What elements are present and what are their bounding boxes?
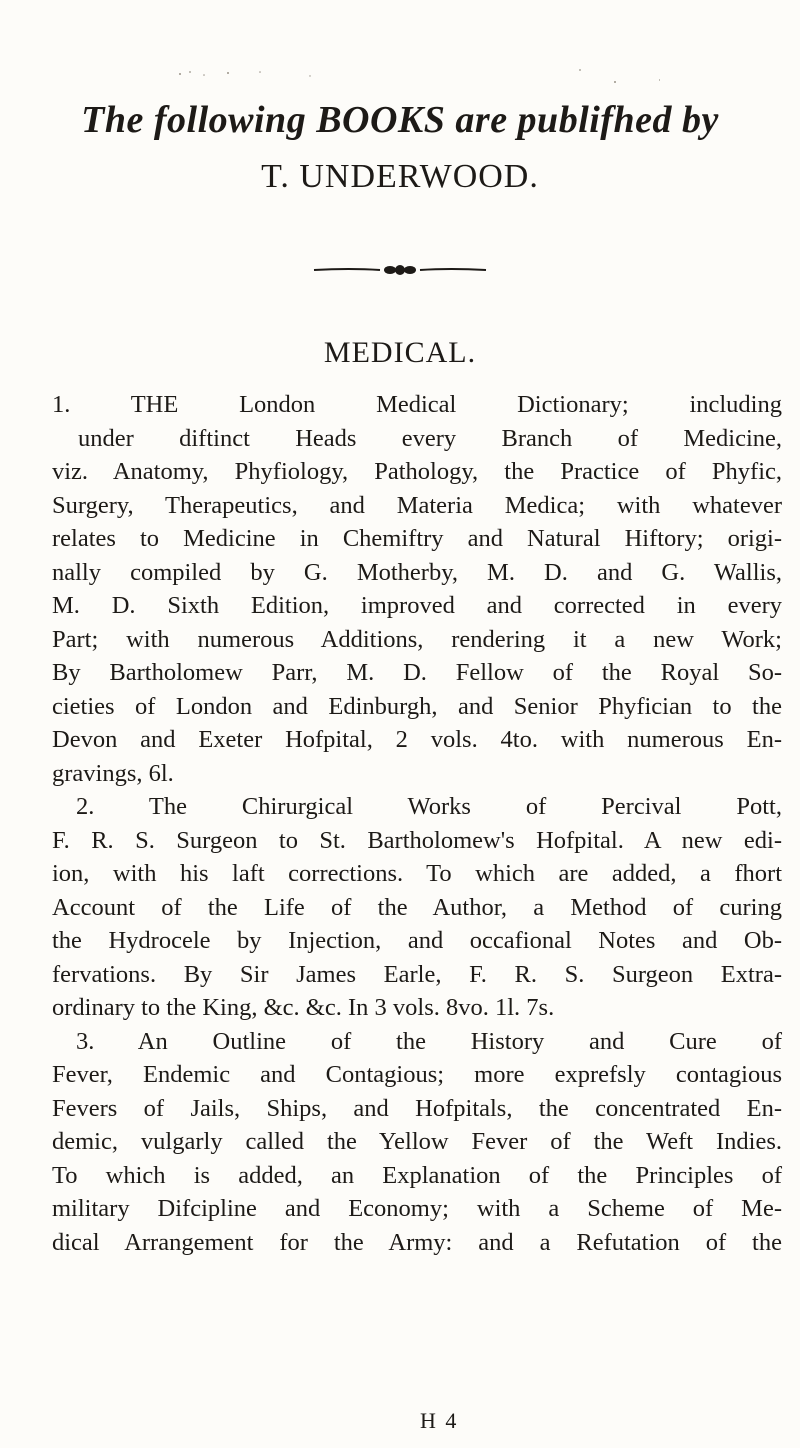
- entry-line: To which is added, an Explanation of the Principles of: [52, 1161, 782, 1189]
- entry-line: Fevers of Jails, Ships, and Hofpitals, the concentrated En-: [52, 1094, 782, 1122]
- entry-line: ion, with his laft corrections. To which are added, a fhort: [52, 860, 782, 887]
- entry-line: M. D. Sixth Edition, improved and corrected in every: [52, 592, 782, 619]
- ornament-rule-icon: [310, 262, 490, 278]
- entry-line: Fever, Endemic and Contagious; more exprefsly contagious: [52, 1061, 782, 1088]
- entry-line: nally compiled by G. Motherby, M. D. and G. Wallis,: [52, 558, 782, 586]
- entry-line: military Difcipline and Economy; with a Scheme of Me-: [52, 1195, 782, 1222]
- entry-line: 1. THE London Medical Dictionary; including: [52, 391, 782, 418]
- entry-1: [52, 388, 782, 790]
- entry-line: dical Arrangement for the Army: and a Refutation of the: [52, 1228, 782, 1256]
- entry-line: Account of the Life of the Author, a Method of curing: [52, 893, 782, 921]
- entry-line: viz. Anatomy, Phyfiology, Pathology, the Practice of Phyfic,: [52, 458, 782, 485]
- entry-line: cieties of London and Edinburgh, and Senior Phyfician to the: [52, 692, 782, 720]
- entry-line: 3. An Outline of the History and Cure of: [76, 1027, 782, 1055]
- entry-line: F. R. S. Surgeon to St. Bartholomew's Hofpital. A new edi-: [52, 826, 782, 854]
- entry-2: [52, 790, 782, 1025]
- entry-line: By Bartholomew Parr, M. D. Fellow of the Royal So-: [52, 659, 782, 686]
- entry-line: Devon and Exeter Hofpital, 2 vols. 4to. with numerous En-: [52, 726, 782, 753]
- section-title: MEDICAL.: [323, 336, 477, 369]
- entry-line: 2. The Chirurgical Works of Percival Pott,: [76, 793, 782, 820]
- signature-mark: H 4: [420, 1408, 459, 1433]
- entry-line: gravings, 6l.: [52, 759, 174, 787]
- entry-line: Surgery, Therapeutics, and Materia Medica; with whatever: [52, 491, 782, 519]
- entry-line: the Hydrocele by Injection, and occafional Notes and Ob-: [52, 927, 782, 954]
- entry-line: demic, vulgarly called the Yellow Fever of the Weft Indies.: [52, 1128, 782, 1155]
- entry-3: [52, 1025, 782, 1260]
- entry-line: relates to Medicine in Chemiftry and Natural Hiftory; origi-: [52, 525, 782, 552]
- publisher-name: T. UNDERWOOD.: [261, 158, 539, 195]
- entry-line: ordinary to the King, &c. &c. In 3 vols. 8vo. 1l. 7s.: [52, 994, 555, 1021]
- entry-line: under diftinct Heads every Branch of Medicine,: [78, 424, 782, 452]
- entry-line: fervations. By Sir James Earle, F. R. S. Surgeon Extra-: [52, 960, 782, 988]
- catalogue-body: [52, 388, 782, 1259]
- entry-line: Part; with numerous Additions, rendering it a new Work;: [52, 625, 782, 653]
- page-heading: The following BOOKS are publifhed by: [81, 99, 719, 141]
